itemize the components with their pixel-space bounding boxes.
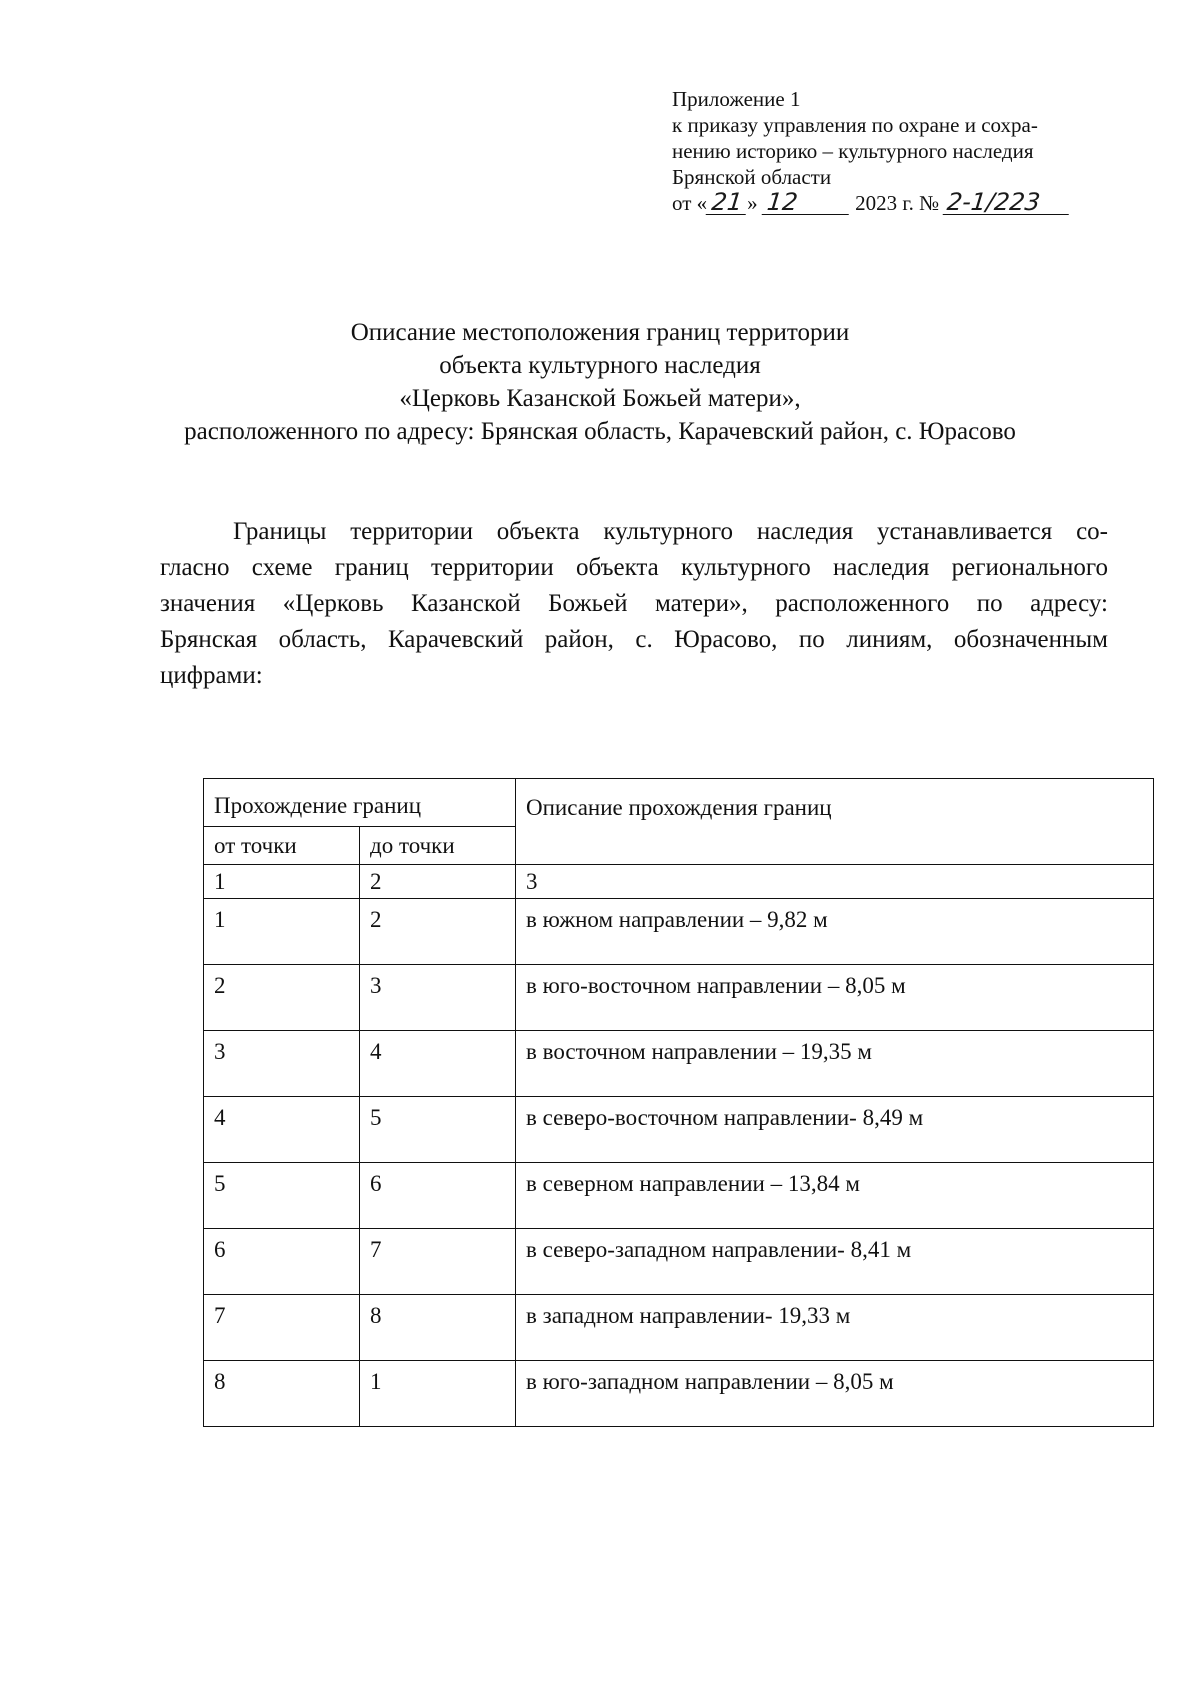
to-point-cell: 3 <box>360 965 516 1031</box>
from-point-cell: 6 <box>204 1229 360 1295</box>
table-row <box>204 1097 1154 1163</box>
handwritten-doc-number: 2-1/223 <box>943 190 1072 215</box>
table-row <box>204 1031 1154 1097</box>
from-point-cell: 5 <box>204 1163 360 1229</box>
from-point-cell: 3 <box>204 1031 360 1097</box>
appendix-header <box>672 86 1112 216</box>
from-point-cell: 1 <box>204 899 360 965</box>
table-row <box>204 1229 1154 1295</box>
title-line-3: «Церковь Казанской Божьей матери», <box>399 385 801 412</box>
body-line-2: гласно схеме границ территории объекта культурного наследия регионального <box>160 554 1108 581</box>
from-point-cell: 7 <box>204 1295 360 1361</box>
body-line-3: значения «Церковь Казанской Божьей матери», расположенного по адресу: <box>160 590 1108 617</box>
column-number-row <box>204 865 1154 899</box>
to-point-cell: 5 <box>360 1097 516 1163</box>
table-row <box>204 1163 1154 1229</box>
appendix-order-line-1: к приказу управления по охране и сохра- <box>672 113 1038 137</box>
date-year: 2023 г. № <box>855 191 940 215</box>
appendix-order-line-3: Брянской области <box>672 165 832 189</box>
title-line-2: объекта культурного наследия <box>439 352 761 379</box>
description-cell: в северо-западном направлении- 8,41 м <box>516 1229 1154 1295</box>
table-row <box>204 899 1154 965</box>
to-point-cell: 7 <box>360 1229 516 1295</box>
date-mid: » <box>747 191 758 215</box>
appendix-date-line <box>672 190 1112 216</box>
date-prefix: от « <box>672 191 708 215</box>
description-cell: в северо-восточном направлении- 8,49 м <box>516 1097 1154 1163</box>
body-line-5: цифрами: <box>160 662 263 689</box>
description-cell: в юго-восточном направлении – 8,05 м <box>516 965 1154 1031</box>
header-description: Описание прохождения границ <box>516 779 1154 865</box>
table-header-row <box>204 779 1154 827</box>
body-paragraph <box>160 514 1108 694</box>
column-number: 2 <box>360 865 516 899</box>
handwritten-day: 21 <box>706 190 749 215</box>
to-point-cell: 1 <box>360 1361 516 1427</box>
header-to-point: до точки <box>360 827 516 865</box>
document-title <box>100 316 1100 448</box>
header-boundary-passage: Прохождение границ <box>204 779 516 827</box>
description-cell: в западном направлении- 19,33 м <box>516 1295 1154 1361</box>
description-cell: в северном направлении – 13,84 м <box>516 1163 1154 1229</box>
handwritten-month: 12 <box>762 190 852 215</box>
description-cell: в восточном направлении – 19,35 м <box>516 1031 1154 1097</box>
body-line-4: Брянская область, Карачевский район, с. Юрасово, по линиям, обозначенным <box>160 626 1108 653</box>
appendix-order-line-2: нению историко – культурного наследия <box>672 139 1034 163</box>
to-point-cell: 8 <box>360 1295 516 1361</box>
column-number: 3 <box>516 865 1154 899</box>
column-number: 1 <box>204 865 360 899</box>
description-cell: в юго-западном направлении – 8,05 м <box>516 1361 1154 1427</box>
table-row <box>204 965 1154 1031</box>
title-line-4: расположенного по адресу: Брянская область, Карачевский район, с. Юрасово <box>184 418 1016 445</box>
appendix-title: Приложение 1 <box>672 87 801 111</box>
header-from-point: от точки <box>204 827 360 865</box>
body-line-1: Границы территории объекта культурного наследия устанавливается со- <box>233 518 1108 545</box>
title-line-1: Описание местоположения границ территории <box>350 319 850 346</box>
to-point-cell: 4 <box>360 1031 516 1097</box>
table-row <box>204 1295 1154 1361</box>
description-cell: в южном направлении – 9,82 м <box>516 899 1154 965</box>
from-point-cell: 2 <box>204 965 360 1031</box>
boundary-table <box>203 778 1154 1427</box>
to-point-cell: 2 <box>360 899 516 965</box>
table-row <box>204 1361 1154 1427</box>
to-point-cell: 6 <box>360 1163 516 1229</box>
from-point-cell: 4 <box>204 1097 360 1163</box>
from-point-cell: 8 <box>204 1361 360 1427</box>
